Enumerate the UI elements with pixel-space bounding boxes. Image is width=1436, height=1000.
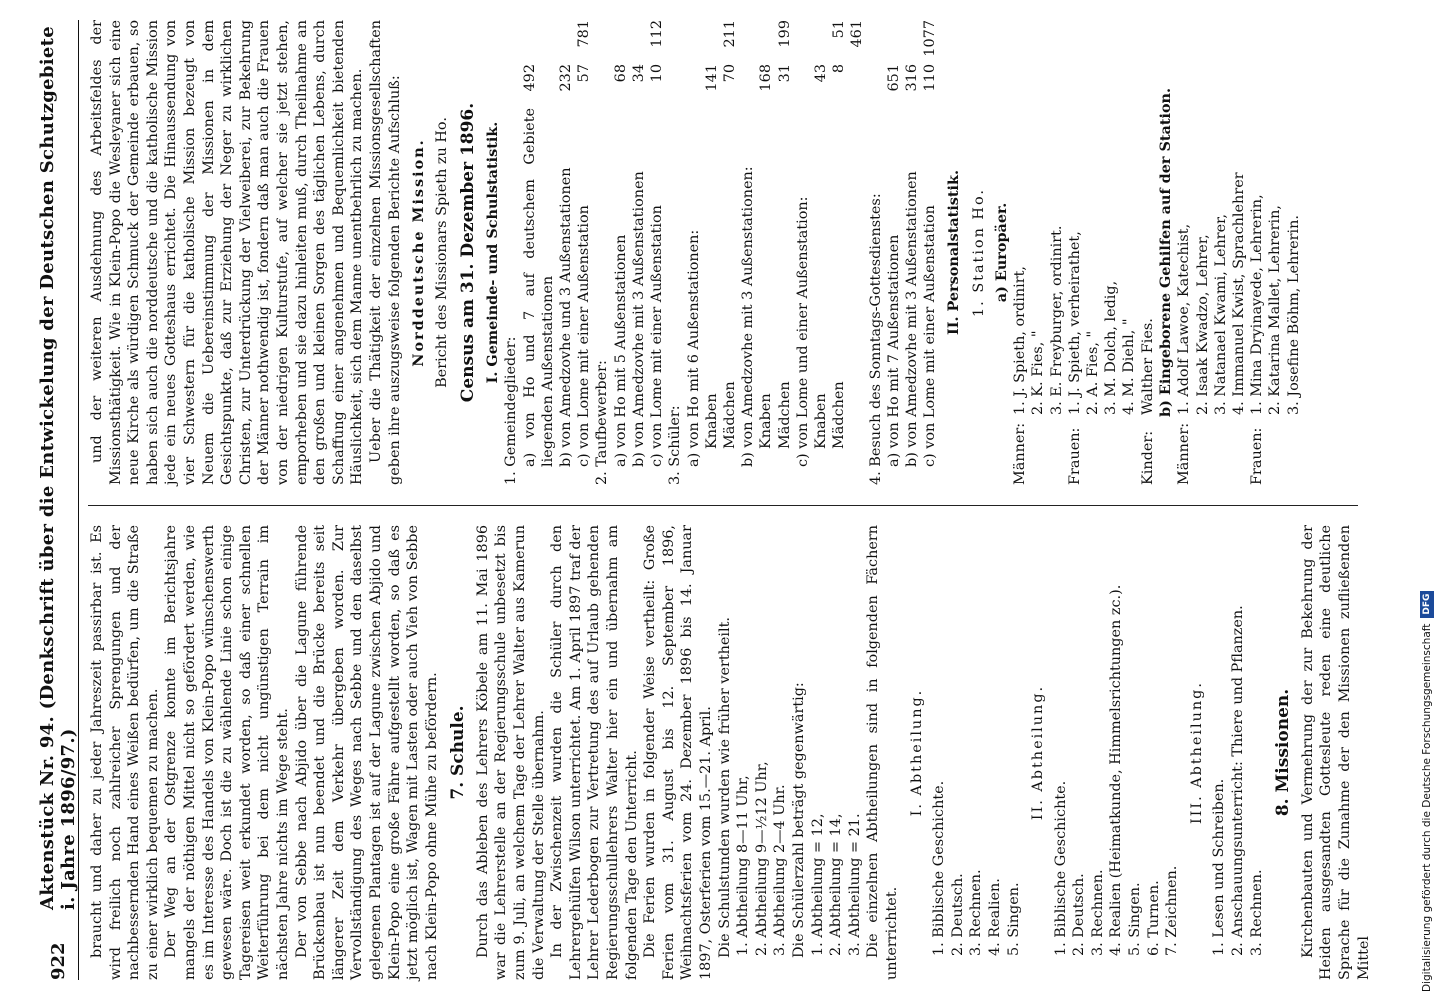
native-men-label: Männer: bbox=[1176, 422, 1193, 485]
children-label: Kinder: bbox=[1139, 430, 1156, 485]
row-value: 492 bbox=[521, 64, 538, 92]
list-item: 2. Anschauungsunterricht: Thiere und Pflanzen. bbox=[1230, 605, 1247, 956]
paragraph: Die Schülerzahl beträgt gegenwärtig: bbox=[790, 682, 807, 958]
running-header bbox=[38, 20, 79, 980]
paragraph: Der von Sebbe nach Abjido über die Lagune führende Brückenbau ist nun beendet und die Brücke bereits seit längerer Zeit dem Verkehr übergeben worden. Zur Vervollständigung des Weges nach Sebbe und den daselbst gelegenen Plantagen ist auf der Lagune zwischen Abjido und Klein-Popo eine große Fähre aufgestellt worden, so daß es jetzt möglich ist, Wagen mit Lasten oder auch Vieh von Sebbe nach Klein-Popo ohne Mühe zu befördern. bbox=[293, 525, 440, 980]
list-item: 1. Adolf Lawoe, Katechist, bbox=[1176, 223, 1193, 415]
staff-table bbox=[1011, 20, 1157, 485]
list-item: 2. Deutsch. bbox=[949, 873, 966, 956]
table-row bbox=[648, 20, 666, 485]
europeans-title: a) Europäer. bbox=[992, 202, 1010, 303]
list-item: 4. Immanuel Kwist, Sprachlehrer bbox=[1230, 172, 1247, 415]
list-item: 2. Abtheilung 9—½12 Uhr, bbox=[753, 761, 770, 956]
table-row bbox=[612, 20, 630, 485]
row-total: 51 461 bbox=[831, 20, 866, 48]
row-label: Knaben bbox=[812, 393, 829, 449]
row-total bbox=[903, 20, 921, 64]
table-row bbox=[903, 20, 921, 485]
subjects-list-3 bbox=[1210, 525, 1266, 956]
list-item: 2. Deutsch. bbox=[1071, 873, 1088, 956]
list-item: 3. M. Dolch, ledig, bbox=[1103, 280, 1120, 415]
counts-list bbox=[809, 525, 865, 956]
page-title: Aktenstück Nr. 94. (Denkschrift über die Entwickelung der Deutschen Schutzgebiete i. Jahre 1896/97.) bbox=[37, 26, 79, 910]
women-label: Frauen: bbox=[1066, 427, 1083, 485]
list-item: 1. Abtheilung = 12, bbox=[809, 813, 826, 956]
list-item: 3. Rechnen. bbox=[1089, 869, 1106, 956]
row-label: 1. Gemeindeglieder: bbox=[503, 336, 520, 485]
row-label: 2. Taufbewerber: bbox=[594, 360, 611, 485]
page-number: 922 bbox=[47, 942, 69, 980]
row-label: Knaben bbox=[758, 393, 775, 449]
paragraph: Ueber die Thätigkeit der einzelnen Missionsgesellschaften geben ihre auszugsweise folgenden Berichte Aufschluß: bbox=[367, 20, 403, 485]
rotated-page bbox=[38, 20, 1378, 980]
row-total bbox=[630, 20, 648, 64]
paragraph: braucht und daher zu jeder Jahreszeit passirbar ist. Es wird freilich noch zahlreicher Sprengungen und der nachbessernden Hand eines Weißen bedürfen, um die Straße zu einer wirklich bequemen zu machen. bbox=[89, 525, 161, 980]
paragraph: und der weiteren Ausdehnung des Arbeitsfeldes der Missionsthätigkeit. Wie in Klein-Popo die Wesleyaner sich eine neue Kirche als würdigen Schmuck der Gemeinde erbauen, so haben sich auch die norddeutsche und die katholische Mission jede ein neues Gotteshaus errichtet. Die Hinaussendung von vier Schwestern für die katholische Mission bezeugt von Neuem die Uebereinstimmung der Missionen in dem Gesichtspunkte, daß zur Erziehung der Neger zu wirklichen Christen, zur Unterdrückung der Vielweiberei, zur Bekehrung der Männer nothwendig ist, fondern daß man auch die Frauen von der niedrigen Kulturstufe, auf welcher sie jetzt stehen, emporheben und sie dazu hinleiten muß, durch Theilnahme an den großen und kleinen Sorgen des täglichen Lebens, durch Schaffung einer angenehmen und Bequemlichkeit bietenden Häuslichkeit, sich dem Manne unentbehrlich zu machen. bbox=[89, 20, 366, 485]
census-title: Census am 31. Dezember 1896. bbox=[458, 102, 479, 403]
list-item: 7. Zeichnen. bbox=[1164, 865, 1181, 956]
row-label: a) von Ho mit 5 Außenstationen bbox=[612, 234, 629, 467]
mission-title: Norddeutsche Mission. bbox=[410, 138, 428, 367]
paragraph: Die Schulstunden wurden wie früher vertheilt. bbox=[716, 617, 733, 958]
row-value: 68 bbox=[612, 64, 629, 83]
row-total: 1077 bbox=[922, 20, 939, 57]
left-column bbox=[88, 525, 1372, 980]
row-total bbox=[757, 20, 775, 64]
row-value bbox=[502, 64, 520, 108]
list-item: 4. M. Diehl, " bbox=[1121, 318, 1138, 415]
table-row bbox=[885, 20, 903, 485]
digitization-strip bbox=[1418, 8, 1436, 992]
hours-list bbox=[734, 525, 790, 956]
table-row bbox=[703, 20, 721, 485]
row-total: 199 bbox=[776, 20, 793, 48]
paragraph: Der Weg an der Ostgrenze konnte im Berichtsjahre mangels der nöthigen Mittel nicht so gefördert werden, wie es im Interesse des Handels von Klein-Popo wünschenswerth gewesen wäre. Doch ist die zu wählende Linie schon einige Tagereisen weit erkundet worden, so daß einer schnellen Weiterführung bei dem nicht ungünstigen Terrain im nächsten Jahre nichts im Wege steht. bbox=[163, 525, 291, 980]
row-total bbox=[739, 20, 757, 64]
list-item: 1. Biblische Geschichte. bbox=[1052, 780, 1069, 956]
table-row bbox=[812, 20, 830, 485]
column-divider bbox=[88, 505, 1358, 506]
row-value: 110 bbox=[922, 64, 939, 92]
table-row bbox=[1248, 20, 1303, 485]
row-total bbox=[885, 20, 903, 64]
personal-title: II. Personalstatistik. bbox=[945, 170, 963, 335]
row-label: a) von Ho und 7 auf deutschem Gebiete liegenden Außenstationen bbox=[521, 108, 556, 467]
row-value: 8 bbox=[831, 64, 848, 74]
list-item: 2. Katarina Mallet, Lehrerin, bbox=[1267, 205, 1284, 415]
row-value: 43 bbox=[812, 64, 829, 83]
table-row bbox=[1139, 20, 1157, 485]
section-heading-missions: 8. Missionen. bbox=[1273, 688, 1294, 817]
dfg-logo: DFG bbox=[1420, 591, 1434, 618]
paragraph: In der Zwischenzeit wurden die Schüler durch den Lehrergehülfen Wilson unterrichtet. Am 1. April 1897 traf der Lehrer Lederbogen zur Vertretung des auf Urlaub gehenden Regierungsschullehrers Walter hier ein und übernahm am folgenden Tage den Unterricht. bbox=[549, 525, 640, 980]
row-value: 232 bbox=[558, 64, 575, 92]
row-label: c) von Lome mit einer Außenstation bbox=[649, 205, 666, 467]
census-table bbox=[502, 20, 939, 485]
row-total bbox=[794, 20, 812, 64]
row-label: c) von Lome mit einer Außenstation bbox=[922, 205, 939, 467]
list-item: 1. Mina Dryinayede, Lehrerin, bbox=[1249, 194, 1266, 415]
row-label: 4. Besuch des Sonntags-Gottesdienstes: bbox=[867, 193, 884, 485]
row-label: b) von Amedzovhe mit 3 Außenstationen bbox=[903, 171, 920, 467]
list-item: 2. A. Fies, " bbox=[1084, 330, 1101, 415]
list-item: 3. Rechnen. bbox=[968, 869, 985, 956]
table-row bbox=[1175, 20, 1248, 485]
list-item: 4. Realien. bbox=[986, 878, 1003, 956]
row-label: c) von Lome mit einer Außenstation bbox=[576, 205, 593, 467]
row-total bbox=[557, 20, 575, 64]
list-item: 2. Abtheilung = 14, bbox=[828, 813, 845, 956]
table-row bbox=[721, 20, 739, 485]
row-value bbox=[593, 64, 611, 108]
subsection-title: III. Abtheilung. bbox=[1188, 681, 1205, 824]
list-item: 1. Lesen und Schreiben. bbox=[1211, 778, 1228, 956]
native-women-label: Frauen: bbox=[1249, 427, 1266, 485]
table-row bbox=[739, 20, 757, 485]
list-item: 6. Turnen. bbox=[1145, 880, 1162, 956]
table-row bbox=[575, 20, 593, 485]
paragraph: Die Ferien wurden in folgender Weise vertheilt: Große Ferien vom 31. August bis 12. September 1896, Weihnachtsferien vom 24. Dezember 1896 bis 14. Januar 1897, Osterferien vom 15.—21. April. bbox=[642, 525, 714, 980]
row-label: Mädchen bbox=[831, 381, 848, 449]
row-value bbox=[867, 64, 885, 108]
table-row bbox=[666, 20, 684, 485]
row-value: 651 bbox=[885, 64, 902, 92]
table-row bbox=[830, 20, 866, 485]
table-row bbox=[776, 20, 794, 485]
table-row bbox=[1011, 20, 1066, 485]
list-item: 3. Rechnen. bbox=[1248, 869, 1265, 956]
list-item: 5. Singen. bbox=[1005, 882, 1022, 956]
list-item: 5. Singen. bbox=[1127, 882, 1144, 956]
row-value: 141 bbox=[703, 64, 720, 92]
census-subtitle: I. Gemeinde- und Schulstatistik. bbox=[483, 121, 501, 384]
row-total bbox=[612, 20, 630, 64]
row-value: 31 bbox=[776, 64, 793, 83]
row-label: b) von Amedzovhe mit 3 Außenstationen bbox=[630, 171, 647, 467]
natives-title: b) Eingeborene Gehilfen auf der Station. bbox=[1156, 87, 1174, 418]
row-value bbox=[685, 64, 703, 108]
subsection-title: II. Abtheilung. bbox=[1030, 684, 1047, 821]
table-row bbox=[867, 20, 885, 485]
row-total bbox=[685, 20, 703, 64]
table-row bbox=[630, 20, 648, 485]
men-label: Männer: bbox=[1012, 422, 1029, 485]
row-value bbox=[794, 64, 812, 108]
row-label: a) von Ho mit 7 Außenstationen bbox=[885, 234, 902, 467]
row-label: Mädchen bbox=[776, 381, 793, 449]
paragraph: Kirchenbauten und Vermehrung der zur Bekehrung der Heiden ausgesandten Gottesleute reden eine deutliche Sprache für die Zunahme der den Missionen zufließenden Mittel bbox=[1299, 525, 1372, 980]
row-total bbox=[867, 20, 885, 64]
list-item: 2. Isaak Kwadzo, Lehrer, bbox=[1194, 234, 1211, 415]
subsection-title: I. Abtheilung. bbox=[908, 688, 925, 817]
row-label: c) von Lome und einer Außenstation: bbox=[794, 196, 811, 467]
row-label: 3. Schüler: bbox=[667, 405, 684, 485]
digitization-note: Digitalisierung gefördert durch die Deutsche Forschungsgemeinschaft bbox=[1421, 623, 1433, 992]
row-total: 211 bbox=[721, 20, 738, 48]
list-item: 1. Abtheilung 8—11 Uhr, bbox=[735, 775, 752, 956]
list-item: 1. J. Spieth, verheirathet, bbox=[1066, 231, 1083, 415]
row-label: Mädchen bbox=[721, 381, 738, 449]
list-item: 3. Natanael Kwami, Lehrer, bbox=[1212, 213, 1229, 415]
station-title: 1. Station Ho. bbox=[970, 188, 987, 317]
section-heading-school: 7. Schule. bbox=[448, 705, 469, 800]
natives-table bbox=[1175, 20, 1302, 485]
table-row bbox=[757, 20, 775, 485]
row-value: 316 bbox=[903, 64, 920, 92]
row-value: 57 bbox=[576, 64, 593, 83]
row-label: Knaben bbox=[703, 393, 720, 449]
table-row bbox=[502, 20, 520, 485]
row-label: b) von Amedzovhe mit 3 Außenstationen: bbox=[740, 166, 757, 467]
row-total bbox=[703, 20, 721, 64]
row-total bbox=[502, 20, 520, 64]
table-row bbox=[521, 20, 557, 485]
row-value: 168 bbox=[758, 64, 775, 92]
row-total bbox=[521, 20, 557, 64]
table-row bbox=[557, 20, 575, 485]
row-label: a) von Ho mit 6 Außenstationen: bbox=[685, 229, 702, 467]
list-item: 3. Abtheilung = 21. bbox=[846, 813, 863, 956]
paragraph: Durch das Ableben des Lehrers Köbele am 11. Mai 1896 war die Lehrerstelle an der Regierungsschule unbesetzt bis zum 9. Juli, an welchem Tage der Lehrer Walter aus Kamerun die Verwaltung der Stelle übernahm. bbox=[474, 525, 547, 980]
table-row bbox=[921, 20, 939, 485]
row-total: 112 bbox=[649, 20, 666, 48]
list-item: 3. Abtheilung 2—4 Uhr. bbox=[772, 784, 789, 956]
row-total: 781 bbox=[576, 20, 593, 48]
row-value: 10 bbox=[649, 64, 666, 83]
list-item: Walther Fies. bbox=[1139, 318, 1156, 415]
report-by: Bericht des Missionars Spieth zu Ho. bbox=[433, 117, 450, 388]
list-item: 3. E. Freyburger, ordinirt. bbox=[1048, 225, 1065, 415]
paragraph: Die einzelnen Abtheilungen sind in folgenden Fächern unterrichtet. bbox=[865, 525, 900, 980]
table-row bbox=[593, 20, 611, 485]
row-total bbox=[812, 20, 830, 64]
list-item: 1. J. Spieth, ordinirt, bbox=[1012, 266, 1029, 415]
list-item: 3. Josefine Böhm, Lehrerin. bbox=[1285, 215, 1302, 415]
row-total bbox=[666, 20, 684, 64]
list-item: 4. Realien (Heimatkunde, Himmelsrichtungen zc.). bbox=[1108, 584, 1125, 956]
row-value: 70 bbox=[721, 64, 738, 83]
list-item: 2. K. Fies, " bbox=[1030, 330, 1047, 415]
list-item: 1. Biblische Geschichte. bbox=[931, 780, 948, 956]
table-row bbox=[1066, 20, 1139, 485]
right-column bbox=[88, 20, 1368, 485]
table-row bbox=[794, 20, 812, 485]
row-value bbox=[739, 64, 757, 108]
subjects-list-1 bbox=[930, 525, 1023, 956]
subjects-list-2 bbox=[1052, 525, 1182, 956]
row-value bbox=[666, 64, 684, 108]
table-row bbox=[685, 20, 703, 485]
row-label: b) von Amedzovhe und 3 Außenstationen bbox=[558, 167, 575, 467]
row-value: 34 bbox=[630, 64, 647, 83]
row-total bbox=[593, 20, 611, 64]
